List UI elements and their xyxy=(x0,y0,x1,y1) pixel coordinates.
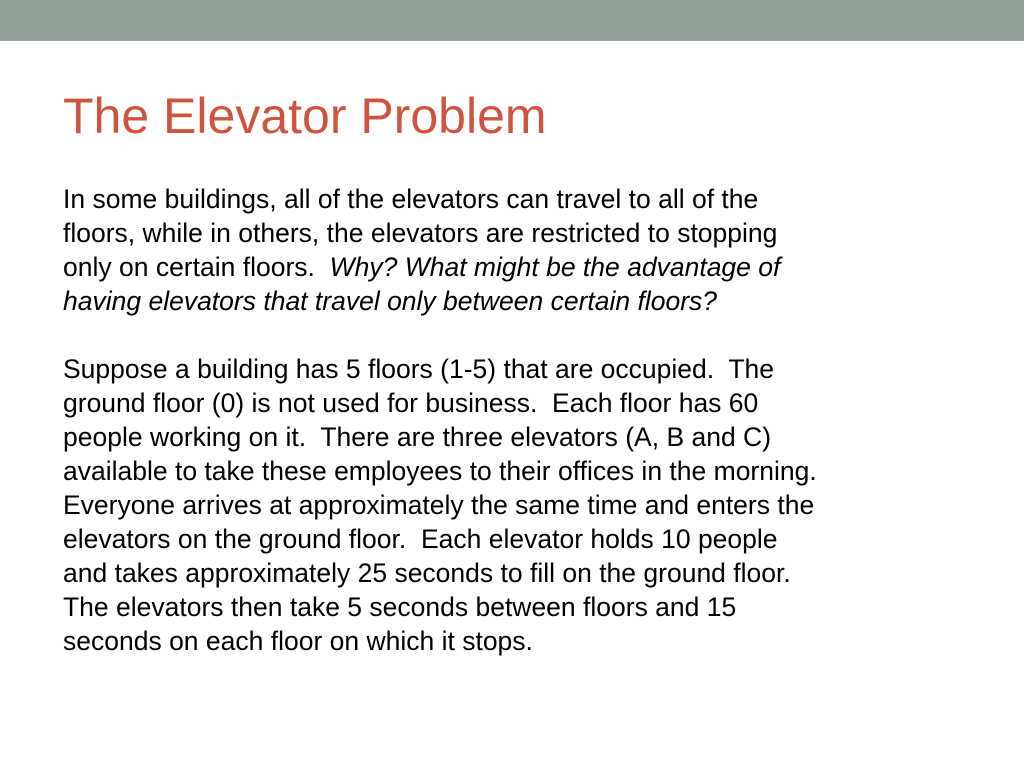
paragraph-scenario xyxy=(63,352,963,658)
slide-body xyxy=(63,182,963,658)
question-text: Why? What might be the advantage of xyxy=(329,252,781,282)
paragraph-line: The elevators then take 5 seconds between floors and 15 xyxy=(63,592,737,622)
paragraph-line xyxy=(63,250,963,284)
paragraph-text: only on certain floors. xyxy=(63,252,330,282)
paragraph-line: people working on it. There are three elevators (A, B and C) xyxy=(63,422,772,452)
paragraph-line: floors, while in others, the elevators are restricted to stopping xyxy=(63,218,778,248)
paragraph-line: available to take these employees to their offices in the morning. xyxy=(63,456,817,486)
paragraph-question xyxy=(63,182,963,318)
paragraph-line: seconds on each floor on which it stops. xyxy=(63,626,533,656)
paragraph-line: In some buildings, all of the elevators can travel to all of the xyxy=(63,184,759,214)
paragraph-line: Everyone arrives at approximately the same time and enters the xyxy=(63,490,815,520)
accent-bar xyxy=(0,0,1024,41)
paragraph-line: and takes approximately 25 seconds to fill on the ground floor. xyxy=(63,558,791,588)
paragraph-line xyxy=(63,284,963,318)
paragraph-line: elevators on the ground floor. Each elevator holds 10 people xyxy=(63,524,778,554)
question-text: having elevators that travel only between certain floors? xyxy=(63,286,718,316)
slide-title: The Elevator Problem xyxy=(63,88,547,144)
paragraph-line: Suppose a building has 5 floors (1-5) that are occupied. The xyxy=(63,354,775,384)
paragraph-line: ground floor (0) is not used for business. Each floor has 60 xyxy=(63,388,759,418)
